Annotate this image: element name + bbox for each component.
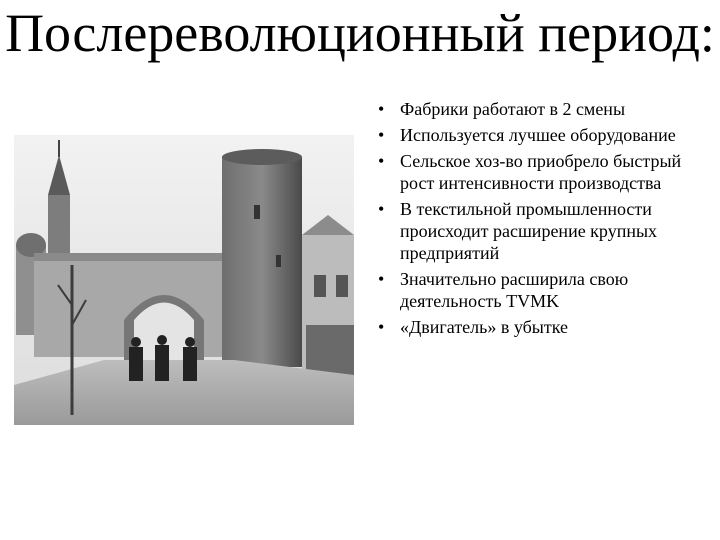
historical-street-photo bbox=[14, 135, 354, 425]
bullet-list bbox=[374, 98, 710, 342]
bullet-item bbox=[374, 124, 710, 146]
bullet-item bbox=[374, 316, 710, 338]
bullet-dot-icon: • bbox=[378, 317, 385, 337]
bullet-text: Сельское хоз-во приобрело быстрый рост интенсивности производства bbox=[400, 151, 682, 193]
bullet-text: Значительно расширила свою деятельность TVMK bbox=[400, 269, 629, 311]
slide-title: Послереволюционный период: bbox=[5, 3, 715, 63]
bullet-text: Фабрики работают в 2 смены bbox=[400, 99, 626, 119]
bullet-item bbox=[374, 98, 710, 120]
bullet-dot-icon: • bbox=[378, 269, 385, 289]
bullet-dot-icon: • bbox=[378, 99, 385, 119]
bullet-text: «Двигатель» в убытке bbox=[400, 317, 569, 337]
bullet-text: В текстильной промышленности происходит расширение крупных предприятий bbox=[400, 199, 658, 263]
bullet-text: Используется лучшее оборудование bbox=[400, 125, 676, 145]
bullet-dot-icon: • bbox=[378, 199, 385, 219]
bullet-dot-icon: • bbox=[378, 125, 385, 145]
bullet-dot-icon: • bbox=[378, 151, 385, 171]
bullet-item bbox=[374, 268, 710, 312]
bullet-item bbox=[374, 150, 710, 194]
bullet-item bbox=[374, 198, 710, 264]
